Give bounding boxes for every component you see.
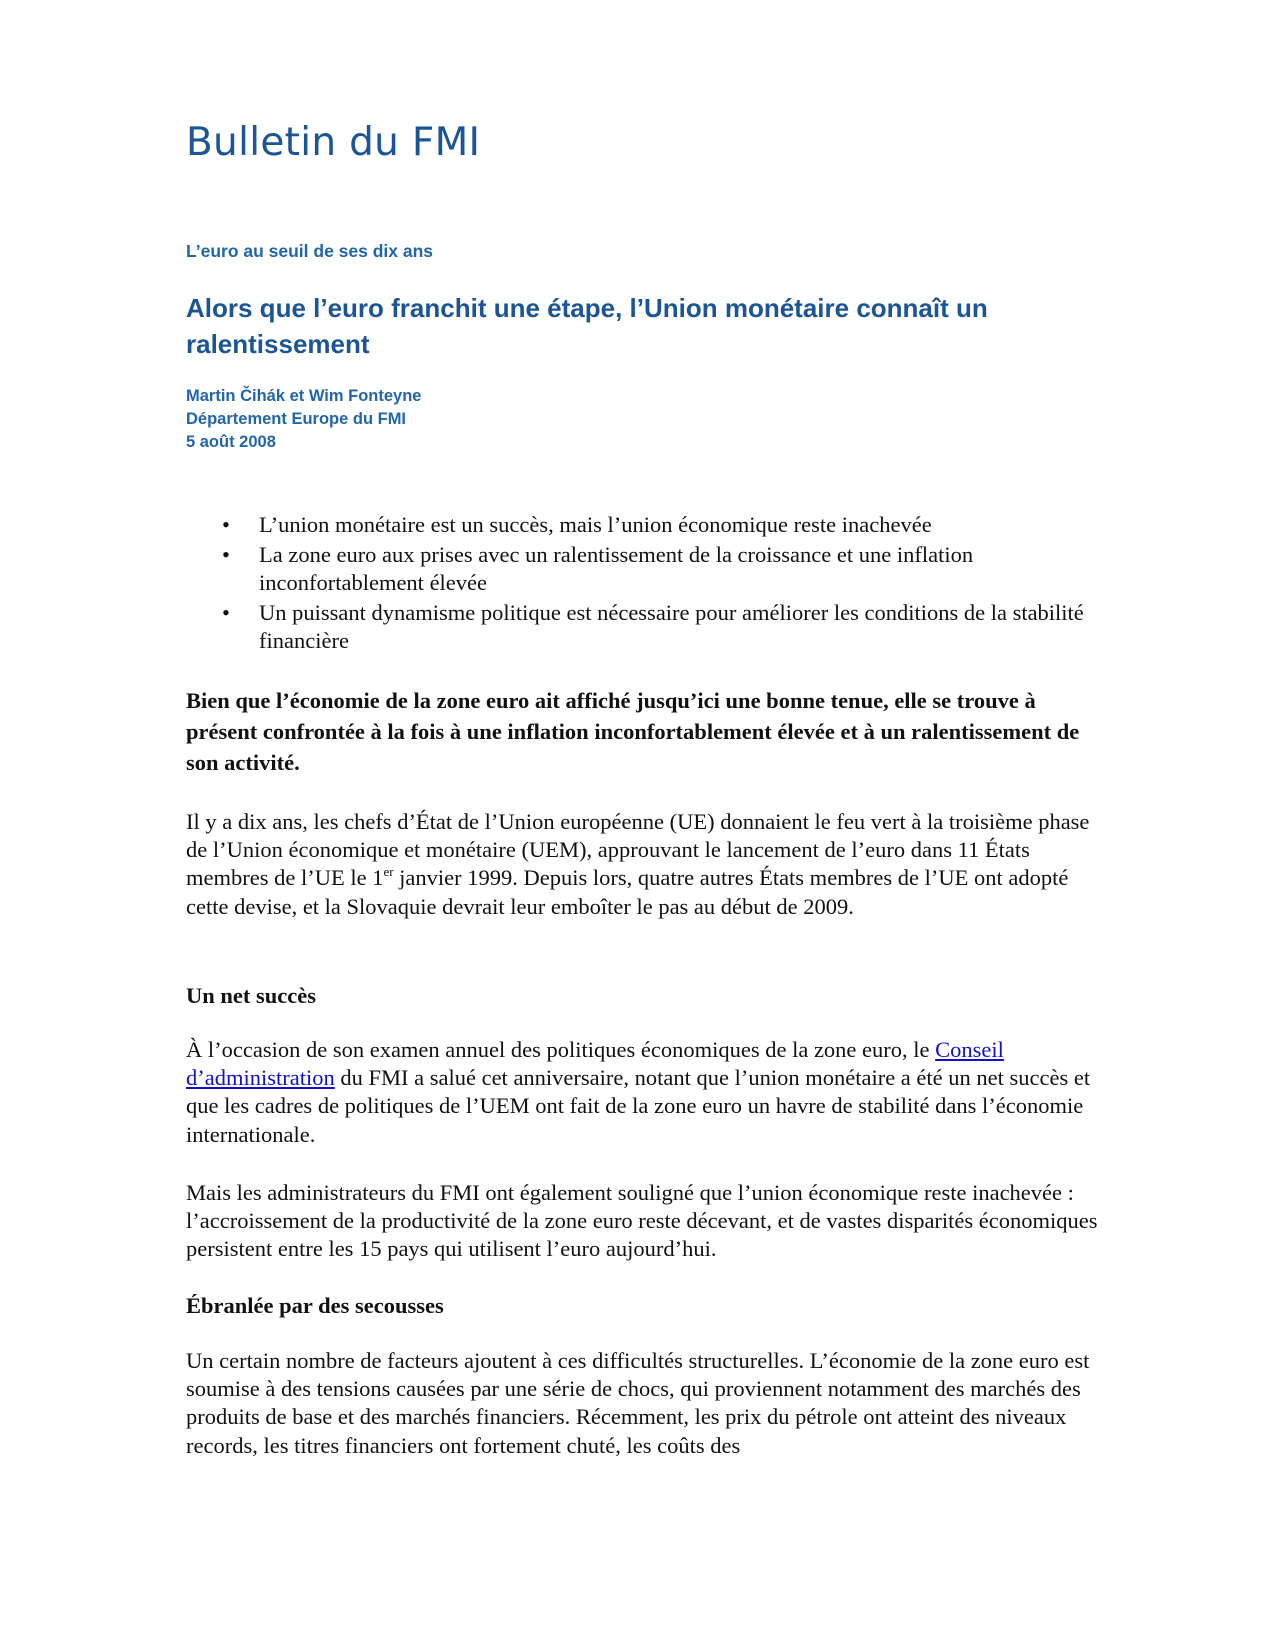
- bullet-text: La zone euro aux prises avec un ralentissement de la croissance et une inflation inconfortablement élevée: [259, 542, 974, 595]
- section-heading-success: Un net succès: [186, 983, 316, 1008]
- bullet-item: [186, 541, 1086, 597]
- paragraph-history-text-cont: janvier 1999. Depuis lors, quatre autres États membres de l’UE ont adopté cette devise, et la Slovaquie devrait leur emboîter le pas au début de 2009.: [186, 865, 1069, 919]
- bullet-text: Un puissant dynamisme politique est nécessaire pour améliorer les conditions de la stabilité financière: [259, 600, 1084, 653]
- paragraph-history: [186, 808, 1106, 921]
- bullet-symbol: •: [222, 600, 230, 625]
- bullet-symbol: •: [222, 542, 230, 567]
- paragraph-board-text-cont: du FMI a salué cet anniversaire, notant que l’union monétaire a été un net succès et que les cadres de politiques de l’UEM ont fait de la zone euro un havre de stabilité dans l’économie internationale.: [186, 1065, 1091, 1147]
- headline: Alors que l’euro franchit une étape, l’Union monétaire connaît un ralentissement: [186, 293, 988, 359]
- masthead: Bulletin du FMI: [186, 120, 481, 165]
- byline-authors: Martin Čihák et Wim Fonteyne: [186, 387, 422, 405]
- paragraph-directors: Mais les administrateurs du FMI ont également souligné que l’union économique reste inachevée : l’accroissement de la productivité de la zone euro reste décevant, et de vastes disparités économiques persistent entre les 15 pays qui utilisent l’euro aujourd’hui.: [186, 1180, 1098, 1262]
- paragraph-shocks: Un certain nombre de facteurs ajoutent à ces difficultés structurelles. L’économie de la zone euro est soumise à des tensions causées par une série de chocs, qui proviennent notamment des marchés des produits de base et des marchés financiers. Récemment, les prix du pétrole ont atteint des niveaux records, les titres financiers ont fortement chuté, les coûts des: [186, 1348, 1090, 1458]
- paragraph-board: [186, 1036, 1106, 1149]
- bullet-item: [186, 599, 1086, 655]
- ordinal-superscript: er: [383, 864, 394, 880]
- executive-board-link[interactable]: Conseil d’administration: [186, 1037, 1004, 1091]
- byline-date: 5 août 2008: [186, 433, 276, 451]
- paragraph-board-text: À l’occasion de son examen annuel des politiques économiques de la zone euro, le: [186, 1037, 936, 1062]
- paragraph-history-text: Il y a dix ans, les chefs d’État de l’Union européenne (UE) donnaient le feu vert à la troisième phase de l’Union économique et monétaire (UEM), approuvant le lancement de l’euro dans 11 États membres de l’UE le 1: [186, 809, 1090, 891]
- byline-department: Département Europe du FMI: [186, 410, 407, 428]
- kicker: L’euro au seuil de ses dix ans: [186, 241, 434, 261]
- summary-bullets: [186, 511, 1086, 657]
- bullet-item: [186, 511, 1086, 539]
- section-heading-shocks: Ébranlée par des secousses: [186, 1293, 444, 1318]
- bullet-symbol: •: [222, 512, 230, 537]
- lead-paragraph: Bien que l’économie de la zone euro ait affiché jusqu’ici une bonne tenue, elle se trouve à présent confrontée à la fois à une inflation inconfortablement élevée et à un ralentissement de son activité.: [186, 688, 1080, 775]
- byline: [186, 385, 421, 454]
- bullet-text: L’union monétaire est un succès, mais l’union économique reste inachevée: [259, 512, 932, 537]
